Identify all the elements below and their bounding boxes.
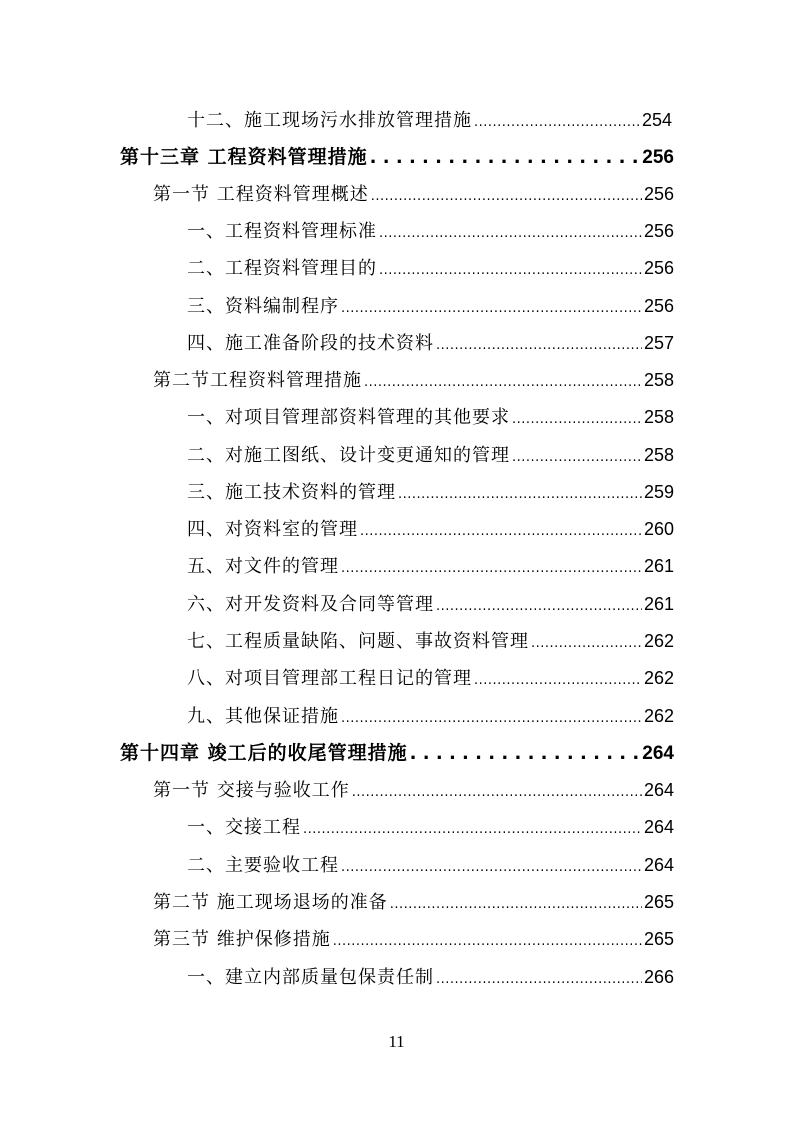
toc-entry[interactable]	[187, 553, 674, 579]
leader-dots	[341, 706, 642, 729]
leader-dots	[436, 594, 642, 617]
toc-entry[interactable]	[187, 479, 674, 505]
toc-chapter-page: 264	[642, 743, 674, 764]
toc-entry-page: 261	[643, 594, 674, 614]
toc-entry[interactable]	[187, 703, 674, 729]
toc-entry-label: 二、对施工图纸、设计变更通知的管理	[187, 445, 510, 466]
toc-entry[interactable]	[187, 442, 674, 468]
toc-entry-label: 二、主要验收工程	[187, 855, 339, 876]
leader-dots	[512, 445, 642, 468]
toc-entry-page: 258	[643, 407, 674, 427]
toc-chapter[interactable]	[120, 740, 674, 766]
toc-entry-page: 264	[643, 855, 674, 875]
toc-chapter-page: 256	[642, 147, 674, 168]
toc-section-label: 第一节 交接与验收工作	[153, 780, 350, 801]
toc-entry[interactable]	[187, 852, 674, 878]
leader-dots	[474, 110, 640, 133]
leader-dots	[436, 967, 642, 990]
toc-entry[interactable]	[187, 964, 674, 990]
toc-entry-label: 七、工程质量缺陷、问题、事故资料管理	[187, 631, 529, 652]
toc-entry[interactable]	[187, 516, 674, 542]
toc-entry-label: 一、建立内部质量包保责任制	[187, 967, 434, 988]
toc-chapter[interactable]	[120, 144, 674, 170]
leader-dots	[303, 817, 642, 840]
toc-section-label: 第三节 维护保修措施	[153, 929, 331, 950]
toc-section[interactable]	[153, 367, 674, 393]
toc-section-label: 第二节工程资料管理措施	[153, 370, 362, 391]
toc-entry-label: 一、交接工程	[187, 817, 301, 838]
toc-section[interactable]	[153, 926, 674, 952]
toc-entry-label: 二、工程资料管理目的	[187, 258, 377, 279]
toc-entry-page: 264	[643, 817, 674, 837]
toc-entry-label: 三、资料编制程序	[187, 296, 339, 317]
leader-dots	[371, 184, 642, 207]
toc-entry-page: 257	[643, 333, 674, 353]
toc-entry[interactable]	[187, 404, 674, 430]
toc-entry-label: 十二、施工现场污水排放管理措施	[187, 110, 472, 131]
toc-entry-page: 261	[643, 556, 674, 576]
toc-entry[interactable]	[187, 591, 674, 617]
toc-entry[interactable]	[187, 255, 674, 281]
toc-entry[interactable]	[187, 330, 674, 356]
toc-section[interactable]	[153, 889, 674, 915]
leader-dots	[379, 221, 642, 244]
toc-entry-label: 一、工程资料管理标准	[187, 221, 377, 242]
toc-section[interactable]	[153, 777, 674, 803]
toc-entry[interactable]	[187, 814, 674, 840]
toc-entry-label: 六、对开发资料及合同等管理	[187, 594, 434, 615]
leader-dots	[410, 741, 641, 766]
toc-entry[interactable]	[187, 628, 674, 654]
toc-section[interactable]	[153, 181, 674, 207]
toc-entry-page: 262	[643, 631, 674, 651]
toc-section-label: 第一节 工程资料管理概述	[153, 184, 369, 205]
toc-entry-page: 259	[643, 482, 674, 502]
leader-dots	[436, 333, 642, 356]
leader-dots	[360, 519, 642, 542]
toc-section-page: 264	[643, 780, 674, 800]
toc-entry[interactable]	[187, 107, 672, 133]
leader-dots	[341, 296, 642, 319]
toc-entry-label: 四、对资料室的管理	[187, 519, 358, 540]
toc-entry-label: 八、对项目管理部工程日记的管理	[187, 668, 472, 689]
toc-entry[interactable]	[187, 665, 674, 691]
toc-entry-label: 五、对文件的管理	[187, 556, 339, 577]
leader-dots	[398, 482, 642, 505]
toc-entry-page: 256	[643, 258, 674, 278]
leader-dots	[333, 929, 642, 952]
toc-entry-page: 254	[641, 110, 672, 130]
toc-section-page: 265	[643, 929, 674, 949]
toc-section-page: 265	[643, 892, 674, 912]
toc-section-label: 第二节 施工现场退场的准备	[153, 892, 388, 913]
leader-dots	[379, 258, 642, 281]
toc-entry-page: 266	[643, 967, 674, 987]
leader-dots	[512, 407, 642, 430]
leader-dots	[352, 780, 642, 803]
leader-dots	[370, 145, 641, 170]
leader-dots	[531, 631, 642, 654]
toc-entry-page: 256	[643, 296, 674, 316]
toc-entry-page: 256	[643, 221, 674, 241]
leader-dots	[474, 668, 642, 691]
toc-section-page: 256	[643, 184, 674, 204]
toc-entry-label: 九、其他保证措施	[187, 706, 339, 727]
toc-entry[interactable]	[187, 293, 674, 319]
leader-dots	[341, 855, 642, 878]
toc-entry-label: 一、对项目管理部资料管理的其他要求	[187, 407, 510, 428]
toc-chapter-label: 第十四章 竣工后的收尾管理措施	[120, 742, 408, 764]
toc-entry-label: 三、施工技术资料的管理	[187, 482, 396, 503]
toc-entry-page: 262	[643, 668, 674, 688]
toc-entry-page: 262	[643, 706, 674, 726]
leader-dots	[364, 370, 642, 393]
toc-entry-page: 258	[643, 445, 674, 465]
page-number: 11	[388, 1032, 405, 1051]
toc-entry-page: 260	[643, 519, 674, 539]
leader-dots	[341, 556, 642, 579]
toc-section-page: 258	[643, 370, 674, 390]
toc-entry-label: 四、施工准备阶段的技术资料	[187, 333, 434, 354]
toc-entry[interactable]	[187, 218, 674, 244]
toc-chapter-label: 第十三章 工程资料管理措施	[120, 146, 368, 168]
leader-dots	[390, 892, 642, 915]
